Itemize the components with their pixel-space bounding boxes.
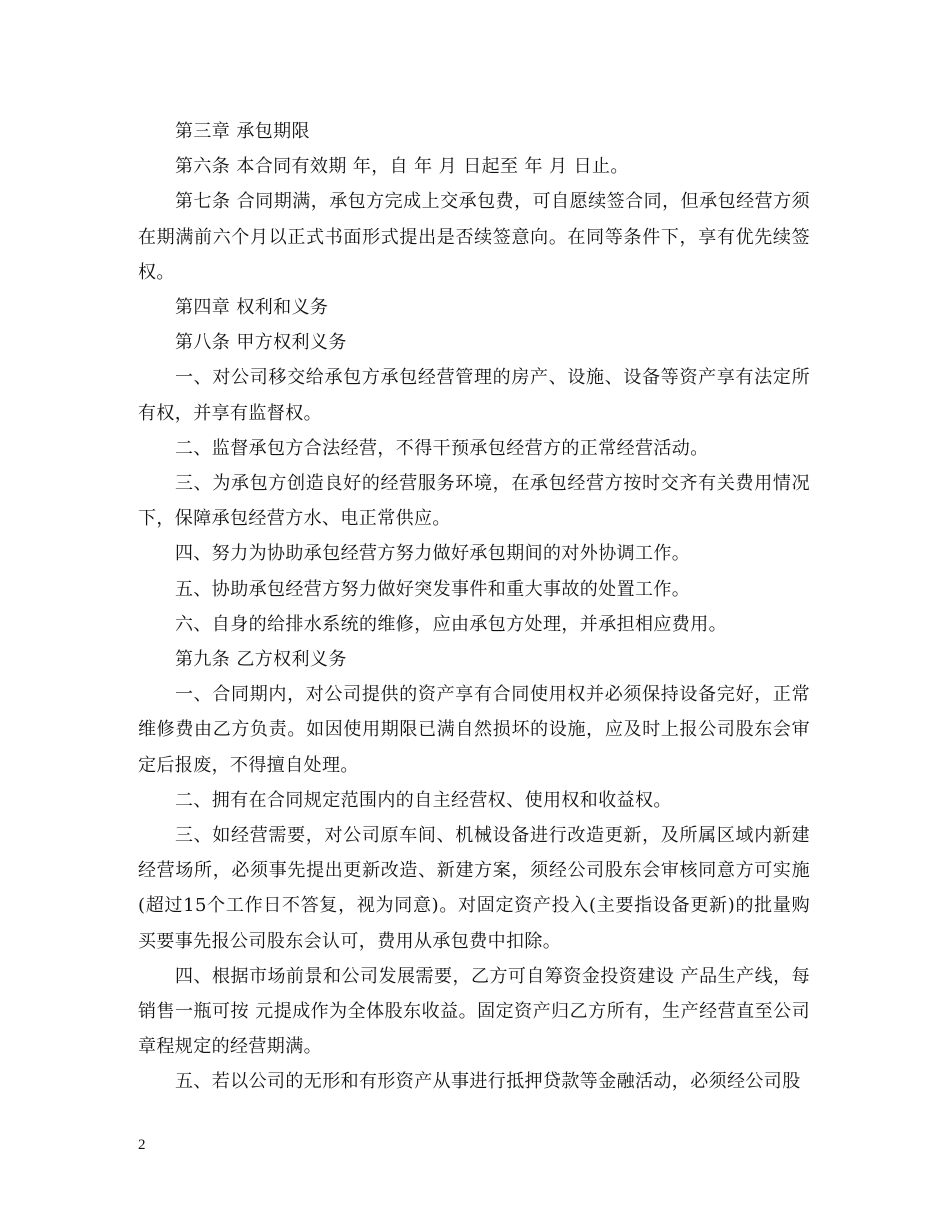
- article-8-item-5: 五、协助承包经营方努力做好突发事件和重大事故的处置工作。: [175, 578, 691, 600]
- article-9-item-3: 三、如经营需要，对公司原车间、机械设备进行改造更新，及所属区域内新建经营场所，必须事先提出更新改造、新建方案，须经公司股东会审核同意方可实施(超过15个工作日不答复，视为同意)。对固定资产投入(主要指设备更新)的批量购买要事先报公司股东会认可，费用从承包费中扣除。: [138, 825, 810, 952]
- chapter-4-heading: 第四章 权利和义务: [175, 297, 329, 319]
- article-9-item-2: 二、拥有在合同规定范围内的自主经营权、使用权和收益权。: [175, 789, 672, 811]
- document-body: [138, 114, 810, 1100]
- article-6: 第六条 本合同有效期 年，自 年 月 日起至 年 月 日止。: [175, 156, 629, 178]
- article-8-item-2: 二、监督承包方合法经营，不得干预承包经营方的正常经营活动。: [175, 437, 709, 459]
- article-9-item-1: 一、合同期内，对公司提供的资产享有合同使用权并必须保持设备完好，正常维修费由乙方负责。如因使用期限已满自然损坏的设施，应及时上报公司股东会审定后报废，不得擅自处理。: [138, 684, 810, 776]
- article-8-item-3: 三、为承包方创造良好的经营服务环境，在承包经营方按时交齐有关费用情况下，保障承包经营方水、电正常供应。: [138, 473, 810, 530]
- article-9-heading: 第九条 乙方权利义务: [175, 649, 347, 671]
- article-8-heading: 第八条 甲方权利义务: [175, 332, 347, 354]
- page-number: 2: [138, 1137, 146, 1153]
- article-7: 第七条 合同期满，承包方完成上交承包费，可自愿续签合同，但承包经营方须在期满前六个月以正式书面形式提出是否续签意向。在同等条件下，享有优先续签权。: [138, 191, 810, 283]
- article-8-item-1: 一、对公司移交给承包方承包经营管理的房产、设施、设备等资产享有法定所有权，并享有监督权。: [138, 367, 810, 424]
- article-9-item-4: 四、根据市场前景和公司发展需要，乙方可自筹资金投资建设 产品生产线，每销售一瓶可按 元提成作为全体股东收益。固定资产归乙方所有，生产经营直至公司章程规定的经营期满。: [138, 965, 810, 1058]
- article-8-item-6: 六、自身的给排水系统的维修，应由承包方处理，并承担相应费用。: [175, 613, 727, 635]
- chapter-3-heading: 第三章 承包期限: [175, 121, 310, 142]
- article-9-item-5: 五、若以公司的无形和有形资产从事进行抵押贷款等金融活动，必须经公司股: [175, 1071, 801, 1093]
- article-8-item-4: 四、努力为协助承包经营方努力做好承包期间的对外协调工作。: [175, 543, 691, 565]
